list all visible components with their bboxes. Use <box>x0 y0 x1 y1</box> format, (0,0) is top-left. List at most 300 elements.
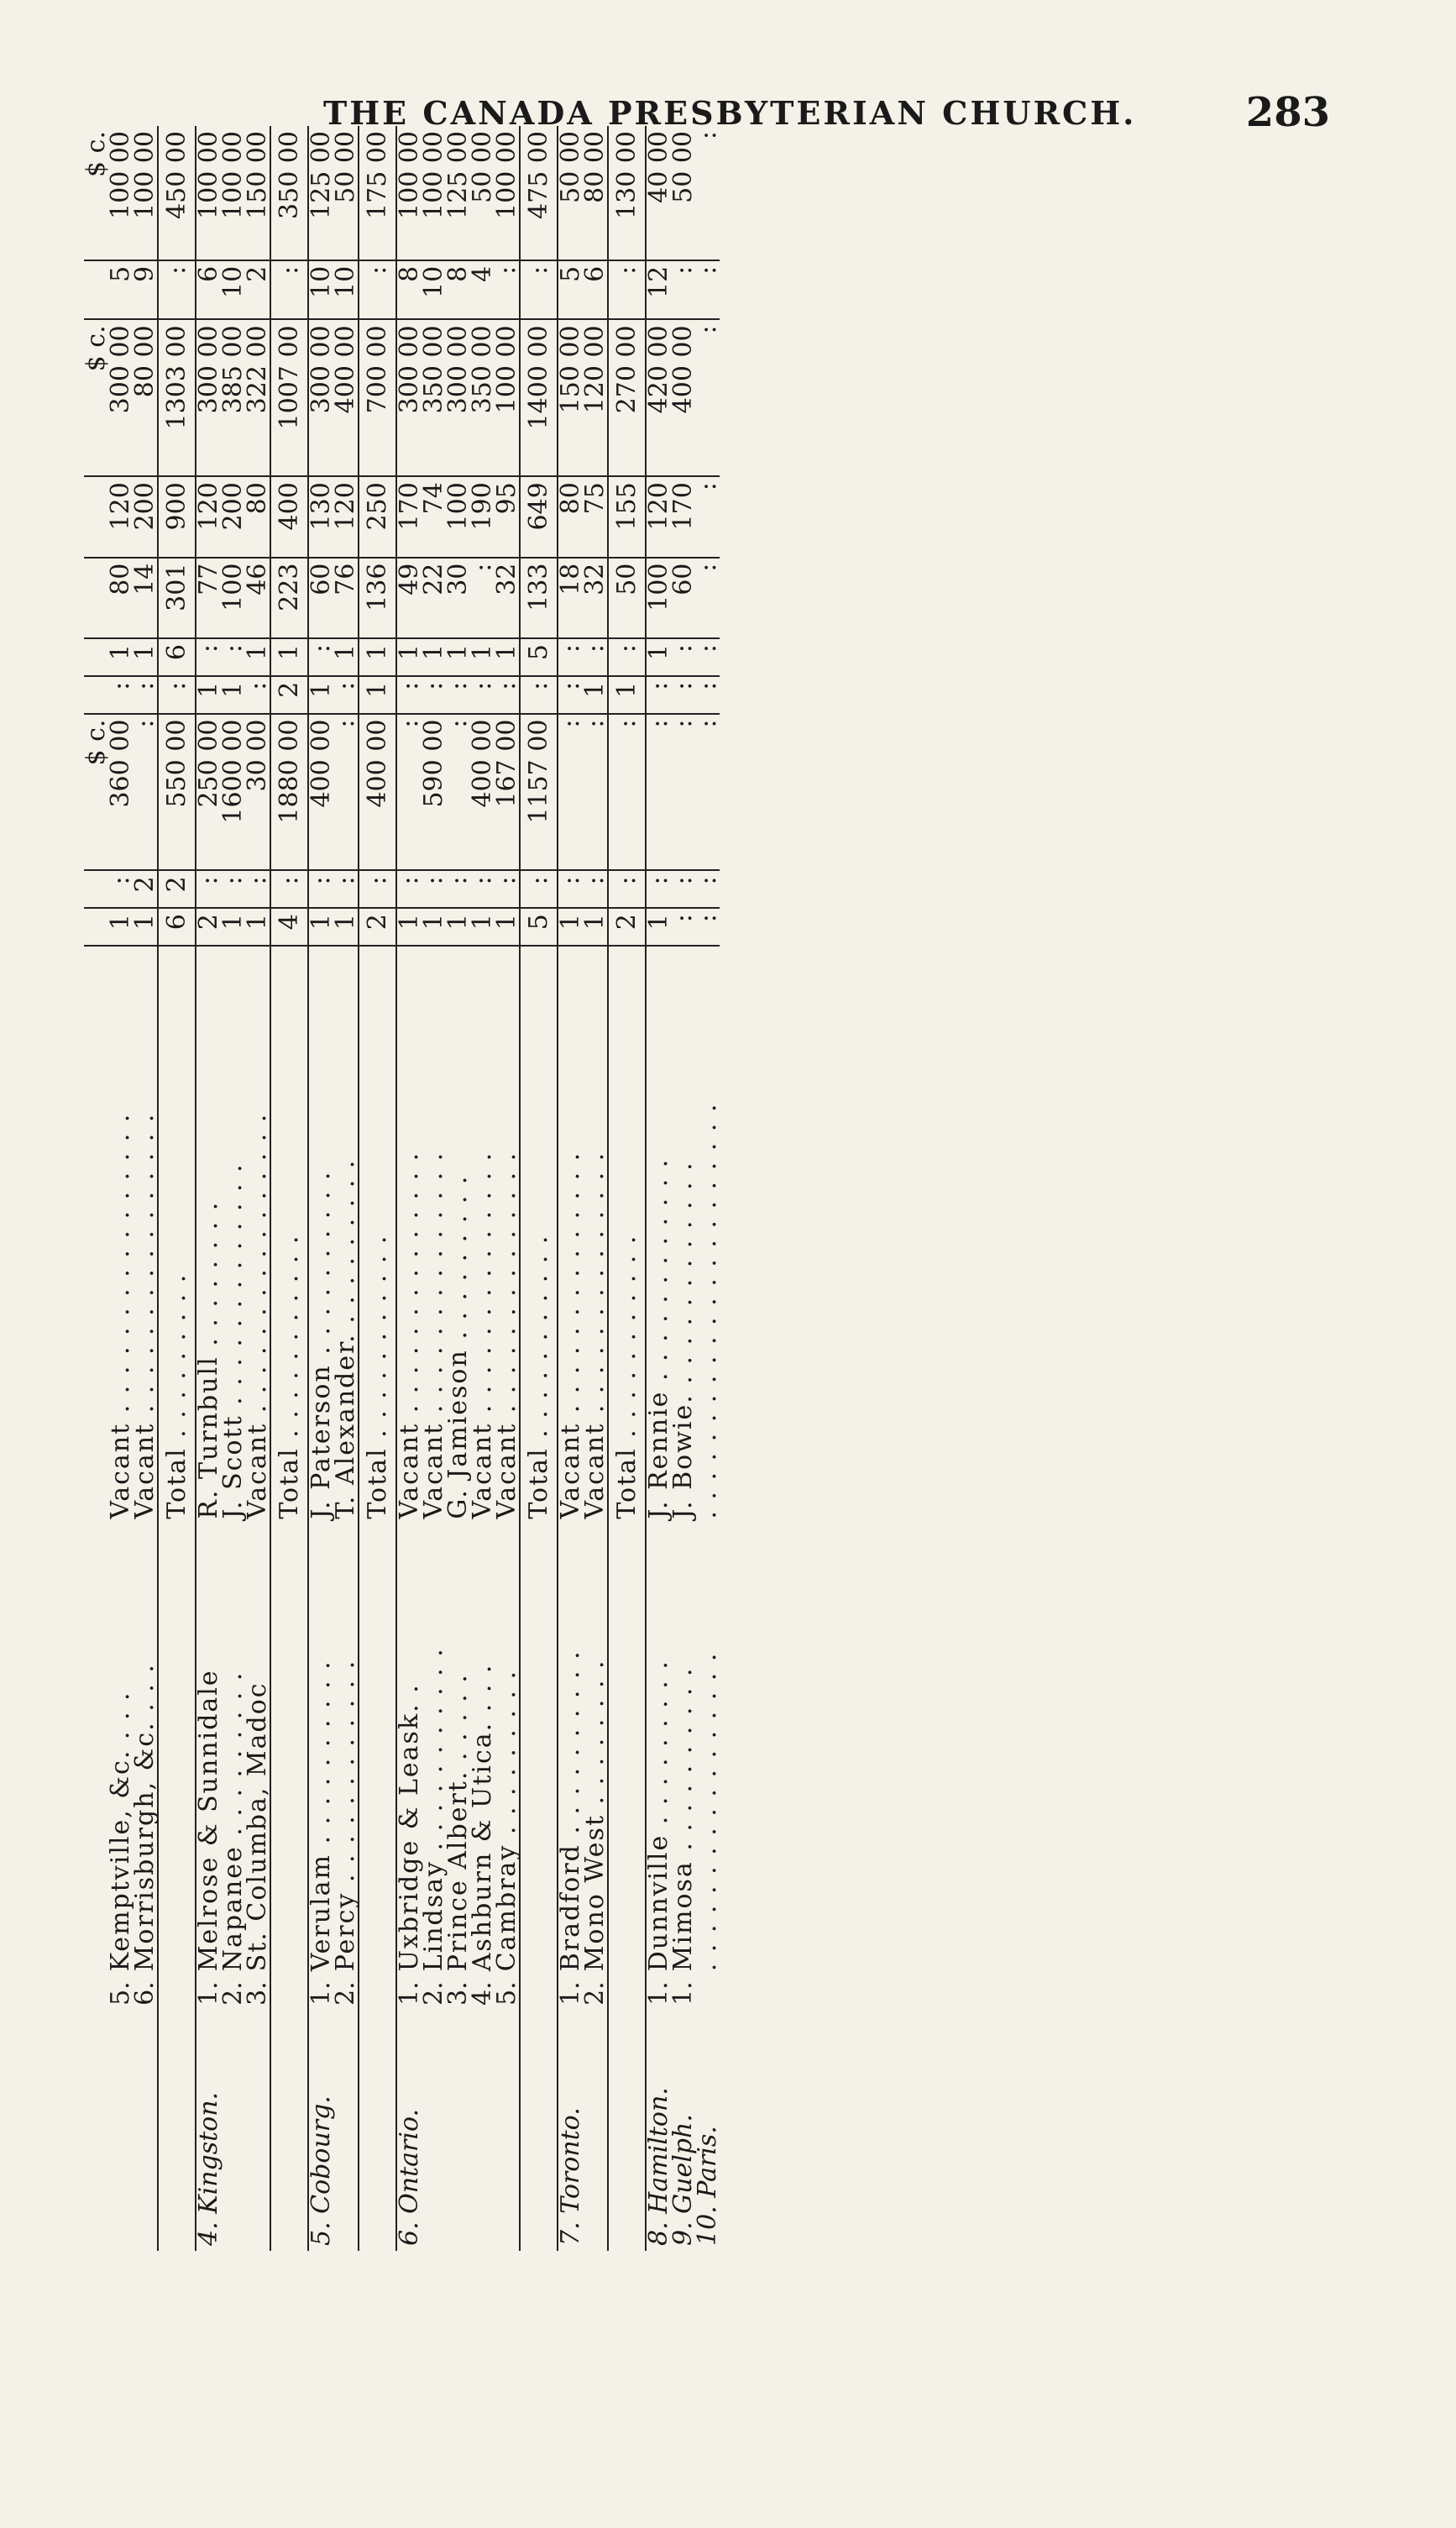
station-number-cell: 1. <box>194 1981 223 2006</box>
minister-cell: Vacant . . . . . . . . . . . . . . . . <box>130 1112 160 1519</box>
value-cell: : <box>646 870 671 908</box>
value-cell: : <box>270 260 308 320</box>
station-number-cell: 3. <box>243 1981 272 2006</box>
value-cell: 170 <box>396 476 422 557</box>
value-cell: 100 00 <box>108 126 133 260</box>
minister-cell: Vacant . . . . . . . . . . . . . . <box>468 1151 497 1519</box>
value-cell: 50 <box>608 558 646 638</box>
value-cell: 80 00 <box>583 126 608 260</box>
value-cell: : <box>695 319 720 476</box>
station-number-cell: 1. <box>556 1981 585 2006</box>
station-number-cell: 1. <box>395 1981 424 2006</box>
value-cell: 76 <box>333 558 359 638</box>
value-cell: 120 <box>333 476 359 557</box>
value-cell: : <box>359 870 396 908</box>
value-cell: : <box>196 638 221 676</box>
value-cell: : <box>108 676 133 714</box>
value-cell: 125 00 <box>308 126 333 260</box>
value-cell: : <box>671 638 695 676</box>
value-cell: 1 <box>308 676 333 714</box>
value-cell: 95 <box>495 476 520 557</box>
minister-cell: Vacant . . . . . . . . . . . . . . <box>395 1151 424 1519</box>
value-cell: 1 <box>558 908 583 946</box>
value-cell: 400 00 <box>359 714 396 871</box>
table-row <box>133 126 158 2251</box>
station-number-cell: 1. <box>668 1981 698 2006</box>
presbytery-cell: 6. Ontario. <box>395 2108 424 2246</box>
minister-cell: G. Jamieson . . . . . . . . . <box>443 1174 473 1519</box>
station-cell: Cambray . . . . . . . . . <box>492 1669 521 1972</box>
value-cell: 2 <box>158 870 196 908</box>
value-cell: 1600 00 <box>221 714 245 871</box>
table-row <box>583 126 608 2251</box>
value-cell: 1 <box>396 638 422 676</box>
unit-label: $ c. <box>84 126 108 260</box>
value-cell: 2 <box>608 908 646 946</box>
value-cell: 6 <box>158 908 196 946</box>
value-cell: : <box>558 714 583 871</box>
value-cell: : <box>671 260 695 320</box>
station-cell: Kemptville, &c. . . . <box>106 1691 135 1972</box>
value-cell: 1 <box>245 908 270 946</box>
value-cell: 120 00 <box>583 319 608 476</box>
minister-cell: J. Rennie . . . . . . . . . . . . <box>644 1157 673 1519</box>
value-cell: 1 <box>646 638 671 676</box>
value-cell: : <box>396 870 422 908</box>
presbytery-cell <box>359 2022 396 2251</box>
value-cell: : <box>396 676 422 714</box>
units-row <box>84 126 108 2251</box>
value-cell: : <box>396 714 422 871</box>
table-row <box>221 126 245 2251</box>
table-row <box>333 126 359 2251</box>
value-cell: 136 <box>359 558 396 638</box>
value-cell: 400 <box>270 476 308 557</box>
value-cell: 130 <box>308 476 333 557</box>
value-cell: 450 00 <box>158 126 196 260</box>
value-cell: : <box>695 870 720 908</box>
value-cell: 590 00 <box>422 714 446 871</box>
value-cell: : <box>470 558 495 638</box>
value-cell: 400 00 <box>308 714 333 871</box>
value-cell: : <box>495 260 520 320</box>
rotated-table-container <box>81 126 1335 2251</box>
value-cell: 360 00 <box>108 714 133 871</box>
value-cell: 32 <box>495 558 520 638</box>
station-number-cell: 3. <box>443 1981 473 2006</box>
value-cell: 322 00 <box>245 319 270 476</box>
value-cell: 385 00 <box>221 319 245 476</box>
value-cell: 74 <box>422 476 446 557</box>
value-cell: 100 00 <box>396 126 422 260</box>
value-cell: : <box>695 476 720 557</box>
station-number-cell: 6. <box>130 1981 160 2006</box>
station-number-cell <box>695 1976 720 2022</box>
presbytery-cell <box>108 2022 133 2251</box>
minister-cell: Vacant . . . . . . . . . . . . . . <box>419 1151 448 1519</box>
value-cell: 350 00 <box>422 319 446 476</box>
value-cell: 40 00 <box>646 126 671 260</box>
station-cell: St. Columba, Madoc <box>243 1681 272 1972</box>
table-row <box>671 126 695 2251</box>
value-cell: : <box>470 870 495 908</box>
station-number-cell: 1. <box>644 1981 673 2006</box>
value-cell: 2 <box>133 870 158 908</box>
station-number-cell <box>608 1976 646 2022</box>
value-cell: : <box>583 638 608 676</box>
presbytery-cell <box>470 2022 495 2251</box>
value-cell: 170 <box>671 476 695 557</box>
value-cell: 80 <box>558 476 583 557</box>
value-cell: 1303 00 <box>158 319 196 476</box>
station-number-cell: 4. <box>468 1981 497 2006</box>
station-number-cell: 1. <box>306 1981 336 2006</box>
value-cell: 75 <box>583 476 608 557</box>
value-cell: 14 <box>133 558 158 638</box>
value-cell: 1 <box>422 638 446 676</box>
station-cell: Bradford . . . . . . . . . . <box>556 1649 585 1972</box>
value-cell: : <box>520 676 558 714</box>
value-cell: 5 <box>520 638 558 676</box>
total-row <box>608 126 646 2251</box>
value-cell: 80 00 <box>133 319 158 476</box>
value-cell: 1 <box>133 908 158 946</box>
value-cell: 1 <box>446 908 470 946</box>
value-cell: : <box>196 870 221 908</box>
value-cell: 133 <box>520 558 558 638</box>
value-cell: 1 <box>583 676 608 714</box>
value-cell: 900 <box>158 476 196 557</box>
station-number-cell: 5. <box>106 1981 135 2006</box>
value-cell: 10 <box>221 260 245 320</box>
unit-label: $ c. <box>84 714 108 871</box>
total-row <box>359 126 396 2251</box>
value-cell: 4 <box>470 260 495 320</box>
minister-cell: . . . . . . . . . . . . . . . . . . . . . . <box>693 1102 722 1519</box>
value-cell: : <box>308 870 333 908</box>
page-number: 283 <box>1245 89 1330 136</box>
value-cell: : <box>270 870 308 908</box>
value-cell: 46 <box>245 558 270 638</box>
minister-cell: J. Scott . . . . . . . . . . . . . <box>218 1162 248 1519</box>
running-title: THE CANADA PRESBYTERIAN CHURCH. <box>323 94 1137 132</box>
value-cell: 270 00 <box>608 319 646 476</box>
value-cell: : <box>221 638 245 676</box>
value-cell: 649 <box>520 476 558 557</box>
value-cell: 300 00 <box>396 319 422 476</box>
value-cell: 1 <box>308 908 333 946</box>
value-cell: 200 <box>133 476 158 557</box>
presbytery-cell: 10. Paris. <box>693 2126 722 2246</box>
value-cell: 150 00 <box>558 319 583 476</box>
value-cell: : <box>646 676 671 714</box>
value-cell: 50 00 <box>333 126 359 260</box>
value-cell: 18 <box>558 558 583 638</box>
table-row <box>695 126 720 2251</box>
value-cell: : <box>245 676 270 714</box>
table-row <box>308 126 333 2251</box>
value-cell: : <box>470 676 495 714</box>
value-cell: 1400 00 <box>520 319 558 476</box>
value-cell: : <box>695 558 720 638</box>
value-cell: 100 00 <box>196 126 221 260</box>
value-cell: 100 00 <box>495 126 520 260</box>
value-cell: 30 00 <box>245 714 270 871</box>
value-cell: 2 <box>270 676 308 714</box>
value-cell: : <box>608 870 646 908</box>
value-cell: 1 <box>646 908 671 946</box>
value-cell: : <box>133 714 158 871</box>
value-cell: 8 <box>396 260 422 320</box>
station-cell: Melrose & Sunnidale <box>194 1669 223 1972</box>
value-cell: 150 00 <box>245 126 270 260</box>
value-cell: 223 <box>270 558 308 638</box>
statistics-table <box>81 126 722 2251</box>
value-cell: : <box>558 870 583 908</box>
total-row <box>520 126 558 2251</box>
value-cell: 10 <box>422 260 446 320</box>
value-cell: 100 00 <box>133 126 158 260</box>
value-cell: 8 <box>446 260 470 320</box>
value-cell: 2 <box>245 260 270 320</box>
table-row <box>446 126 470 2251</box>
value-cell: : <box>671 908 695 946</box>
presbytery-cell <box>583 2022 608 2251</box>
value-cell: 50 00 <box>558 126 583 260</box>
value-cell: : <box>520 870 558 908</box>
minister-cell: R. Turnbull . . . . . . . . <box>194 1200 223 1519</box>
value-cell: 130 00 <box>608 126 646 260</box>
station-cell <box>270 1524 308 1977</box>
value-cell: 12 <box>646 260 671 320</box>
station-cell: Dunnville . . . . . . . . . <box>644 1660 673 1972</box>
value-cell: 125 00 <box>446 126 470 260</box>
minister-cell: Vacant . . . . . . . . . . . . . . <box>492 1151 521 1519</box>
presbytery-cell: 8. Hamilton. <box>644 2087 673 2246</box>
value-cell: 1 <box>359 638 396 676</box>
station-cell <box>608 1524 646 1977</box>
value-cell: : <box>520 260 558 320</box>
table-row <box>470 126 495 2251</box>
value-cell: 700 00 <box>359 319 396 476</box>
table-body <box>108 126 720 2251</box>
presbytery-cell <box>133 2022 158 2251</box>
station-cell: Verulam . . . . . . . . . . <box>306 1660 336 1972</box>
station-cell: Prince Albert. . . . . . <box>443 1673 473 1972</box>
value-cell: 155 <box>608 476 646 557</box>
value-cell: : <box>695 714 720 871</box>
value-cell: : <box>333 676 359 714</box>
value-cell: 1 <box>359 676 396 714</box>
value-cell: : <box>446 714 470 871</box>
value-cell: 400 00 <box>333 319 359 476</box>
value-cell: 400 00 <box>470 714 495 871</box>
value-cell: 1 <box>108 908 133 946</box>
minister-cell: J. Bowie. . . . . . . . . . . . . <box>668 1161 698 1519</box>
station-cell: Mimosa . . . . . . . . . . <box>668 1666 698 1972</box>
value-cell: 1 <box>333 908 359 946</box>
minister-cell: Vacant . . . . . . . . . . . . . . . . <box>106 1112 135 1519</box>
value-cell: : <box>608 638 646 676</box>
value-cell: : <box>495 870 520 908</box>
station-cell: Morrisburgh, &c. . . . <box>130 1663 160 1972</box>
value-cell: 475 00 <box>520 126 558 260</box>
value-cell: 1 <box>196 676 221 714</box>
value-cell: 100 <box>221 558 245 638</box>
table-row <box>196 126 221 2251</box>
value-cell: 175 00 <box>359 126 396 260</box>
value-cell: 100 00 <box>422 126 446 260</box>
value-cell: : <box>671 676 695 714</box>
value-cell: 1 <box>470 638 495 676</box>
value-cell: : <box>608 714 646 871</box>
value-cell: : <box>359 260 396 320</box>
presbytery-cell <box>158 2022 196 2251</box>
value-cell: 49 <box>396 558 422 638</box>
value-cell: 1007 00 <box>270 319 308 476</box>
minister-cell: Vacant . . . . . . . . . . . . . . <box>556 1151 585 1519</box>
value-cell: : <box>221 870 245 908</box>
value-cell: : <box>646 714 671 871</box>
station-number-cell <box>520 1976 558 2022</box>
value-cell: 100 00 <box>221 126 245 260</box>
value-cell: 120 <box>108 476 133 557</box>
value-cell: : <box>108 870 133 908</box>
value-cell: 1 <box>133 638 158 676</box>
station-cell: Uxbridge & Leask. . <box>395 1683 424 1972</box>
value-cell: : <box>608 260 646 320</box>
presbytery-cell <box>422 2022 446 2251</box>
value-cell: 1 <box>495 638 520 676</box>
value-cell: 1 <box>333 638 359 676</box>
presbytery-cell: 9. Guelph. <box>668 2114 698 2246</box>
value-cell: 190 <box>470 476 495 557</box>
value-cell: 100 00 <box>495 319 520 476</box>
value-cell: 100 <box>446 476 470 557</box>
table-row <box>396 126 422 2251</box>
value-cell: : <box>495 676 520 714</box>
value-cell: 250 00 <box>196 714 221 871</box>
value-cell: 77 <box>196 558 221 638</box>
minister-cell: Total . . . . . . . . . . . <box>520 946 558 1524</box>
value-cell: : <box>446 870 470 908</box>
value-cell: 1 <box>396 908 422 946</box>
station-cell <box>359 1524 396 1977</box>
value-cell: 1 <box>422 908 446 946</box>
presbytery-cell: 4. Kingston. <box>194 2091 223 2246</box>
value-cell: 32 <box>583 558 608 638</box>
value-cell: 167 00 <box>495 714 520 871</box>
station-cell <box>158 1524 196 1977</box>
value-cell: : <box>695 676 720 714</box>
station-number-cell: 2. <box>331 1981 360 2006</box>
station-cell: Percy . . . . . . . . . . . . <box>331 1659 360 1972</box>
value-cell: 1880 00 <box>270 714 308 871</box>
value-cell: 50 00 <box>671 126 695 260</box>
presbytery-cell <box>520 2022 558 2251</box>
value-cell: 4 <box>270 908 308 946</box>
station-number-cell <box>270 1976 308 2022</box>
minister-cell: Total . . . . . . . . . . . <box>270 946 308 1524</box>
value-cell: : <box>333 714 359 871</box>
value-cell: 120 <box>646 476 671 557</box>
presbytery-cell <box>245 2022 270 2251</box>
value-cell: : <box>671 714 695 871</box>
value-cell: 1 <box>446 638 470 676</box>
value-cell: 300 00 <box>308 319 333 476</box>
minister-cell: Total . . . . . . . . . <box>158 946 196 1524</box>
station-number-cell: 5. <box>492 1981 521 2006</box>
value-cell: 30 <box>446 558 470 638</box>
value-cell: : <box>158 260 196 320</box>
value-cell: 2 <box>196 908 221 946</box>
value-cell: 301 <box>158 558 196 638</box>
value-cell: 100 <box>646 558 671 638</box>
value-cell: : <box>695 638 720 676</box>
value-cell: 300 00 <box>196 319 221 476</box>
value-cell: 2 <box>359 908 396 946</box>
station-number-cell <box>158 1976 196 2022</box>
presbytery-cell <box>446 2022 470 2251</box>
station-number-cell: 2. <box>218 1981 248 2006</box>
value-cell: 5 <box>558 260 583 320</box>
value-cell: : <box>422 870 446 908</box>
value-cell: : <box>308 638 333 676</box>
value-cell: : <box>558 676 583 714</box>
value-cell: 10 <box>333 260 359 320</box>
presbytery-cell <box>221 2022 245 2251</box>
value-cell: : <box>422 676 446 714</box>
value-cell: : <box>158 676 196 714</box>
table-row <box>108 126 133 2251</box>
value-cell: 60 <box>308 558 333 638</box>
value-cell: 250 <box>359 476 396 557</box>
value-cell: : <box>583 870 608 908</box>
value-cell: 1 <box>495 908 520 946</box>
value-cell: 1157 00 <box>520 714 558 871</box>
value-cell: 80 <box>245 476 270 557</box>
presbytery-cell <box>608 2022 646 2251</box>
station-cell: . . . . . . . . . . . . . . . . . <box>693 1651 722 1972</box>
value-cell: 10 <box>308 260 333 320</box>
value-cell: : <box>333 870 359 908</box>
station-cell <box>520 1524 558 1977</box>
minister-cell: Vacant . . . . . . . . . . . . . . . . <box>243 1112 272 1519</box>
value-cell: 420 00 <box>646 319 671 476</box>
value-cell: 400 00 <box>671 319 695 476</box>
station-cell: Lindsay . . . . . . . . . . . <box>419 1647 448 1972</box>
value-cell: 1 <box>470 908 495 946</box>
minister-cell: T. Alexander. . . . . . . . . . <box>331 1158 360 1519</box>
table-row <box>495 126 520 2251</box>
station-cell: Mono West . . . . . . . . <box>580 1659 610 1972</box>
table-row <box>422 126 446 2251</box>
value-cell: 350 00 <box>470 319 495 476</box>
unit-label: $ c. <box>84 319 108 476</box>
value-cell: 550 00 <box>158 714 196 871</box>
value-cell: : <box>671 870 695 908</box>
table-row <box>245 126 270 2251</box>
value-cell: : <box>133 676 158 714</box>
station-cell: Napanee . . . . . . . . . <box>218 1670 248 1972</box>
minister-cell: Total . . . . . . . . . . . <box>359 946 396 1524</box>
value-cell: 6 <box>583 260 608 320</box>
value-cell: 1 <box>583 908 608 946</box>
value-cell: 22 <box>422 558 446 638</box>
value-cell: 1 <box>270 638 308 676</box>
minister-cell: J. Paterson . . . . . . . . . . <box>306 1170 336 1519</box>
table-row <box>558 126 583 2251</box>
